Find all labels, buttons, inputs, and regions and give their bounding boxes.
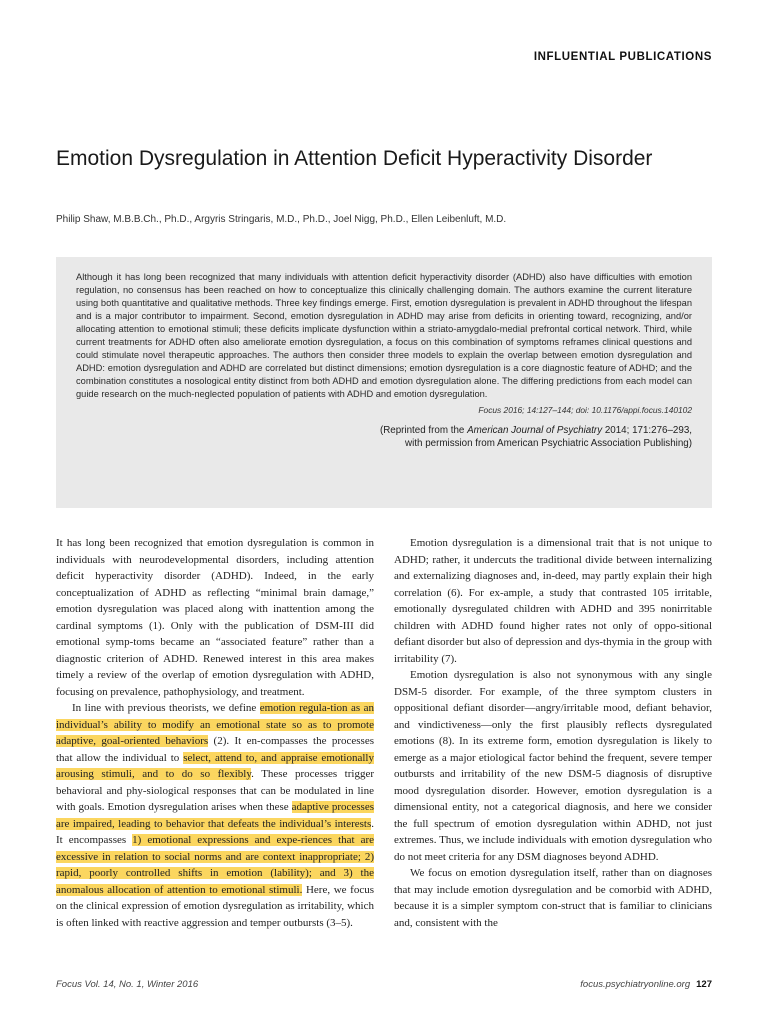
highlighted-text: 1) emotional expressions and expe-riences that are excessive in relation to social norms and are context inappropriate; 2) rapid, poorly controlled shifts in emotion (lability); and 3) the anomalous allocation of attention to emotional stimuli.	[56, 834, 375, 896]
abstract-citation: Focus 2016; 14:127–144; doi: 10.1176/appi.focus.140102	[478, 405, 692, 415]
paragraph-text: Emotion dysregulation is a dimensional trait that is not unique to ADHD; rather, it undercuts the traditional divide between internalizing and externalizing diagnoses and, in-deed, may partly explain their high correlation (6). For ex-ample, a study that contrasted 105 irritable, emotionally dysregulated children with ADHD and 395 nonirritable children with ADHD found higher rates not only of oppo-sitional defiant disorder but also of depression and dys-thymia in the group with irritability (7).	[394, 537, 712, 665]
body-paragraph	[394, 667, 712, 865]
footer-journal-issue: Focus Vol. 14, No. 1, Winter 2016	[56, 979, 199, 990]
highlighted-text: select, attend to, and appraise emotionally arousing stimuli, and to do so flexibly	[56, 751, 374, 780]
highlighted-text: emotion regula-tion as an individual’s ability to modify an emotional state so as to promote adaptive, goal-oriented behaviors	[56, 702, 375, 747]
reprint-notice	[76, 424, 692, 450]
paragraph-text: Emotion dysregulation is also not synonymous with any single DSM-5 disorder. For example, of the three symptom clusters in oppositional defiant disorder—angry/irritable mood, defiant behavior, and vindictiveness—only the first plausibly reflects dysregulated emotions (8). In its extreme form, emotion dysregulation is likely to emerge as a major etiological factor behind the frequent, severe temper outbursts and irritability of the new DSM-5 diagnosis of disruptive mood dysregulation disorder. However, emotion dysregulation is a dimensional entity, not a categorical diagnosis, and here we consider the full spectrum of emotion dysregulation within ADHD, not just extremes. Thus, we include individuals with emotion dysregulation who do not meet criteria for any DSM diagnoses beyond ADHD.	[394, 669, 712, 863]
body-paragraph	[394, 535, 712, 667]
abstract-text: Although it has long been recognized that many individuals with attention deficit hyperactivity disorder (ADHD) also have difficulties with emotion regulation, no consensus has been reached on how to conceptualize this clinically challenging domain. The authors examine the current literature using both quantitative and qualitative methods. Three key findings emerge. First, emotion dysregulation is prevalent in ADHD throughout the lifespan and is a major contributor to impairment. Second, emotion dysregulation in ADHD may arise from deficits in orienting toward, recognizing, and/or allocating attention to emotional stimuli; these deficits implicate dysfunction within a striato-amygdalo-medial prefrontal cortical network. Third, while current treatments for ADHD often also ameliorate emotion dysregulation, a focus on this combination of symptoms reframes clinical questions and could stimulate novel therapeutic approaches. The authors then consider three models to explain the overlap between emotion dysregulation and ADHD: emotion dysregulation and ADHD are correlated but distinct dimensions; emotion dysregulation is a core diagnostic feature of ADHD; and the combination constitutes a nosological entity distinct from both ADHD and emotion dysregulation alone. The differing predictions from each model can guide research on the much-neglected population of patients with ADHD and emotion dysregulation.	[76, 272, 692, 399]
article-title: Emotion Dysregulation in Attention Deficit Hyperactivity Disorder	[56, 147, 653, 170]
running-head: INFLUENTIAL PUBLICATIONS	[533, 51, 712, 63]
body-paragraph	[394, 865, 712, 931]
abstract-box	[56, 257, 712, 508]
reprint-journal: American Journal of Psychiatry	[467, 425, 603, 436]
footer-website: focus.psychiatryonline.org	[580, 979, 691, 990]
body-paragraph	[56, 535, 374, 700]
footer-right	[580, 979, 712, 990]
body-column-left	[56, 535, 374, 931]
paragraph-text: (2). It en-compasses the processes that allow the individual to	[56, 735, 375, 764]
paragraph-text: . These processes trigger behavioral and phy-siological responses that can be modulated in line with goals. Emotion dysregulation arises when these	[56, 768, 374, 813]
paragraph-text: In line with previous theorists, we define	[72, 702, 260, 714]
reprint-prefix: (Reprinted from the	[379, 425, 468, 436]
paragraph-text: . It encompasses	[56, 817, 374, 846]
paragraph-text: We focus on emotion dysregulation itself, rather than on diagnoses that may include emotion dysregulation and be comorbid with ADHD, because it is a simpler symptom con-struct that is familiar to clinicians and, consistent with the	[394, 867, 712, 929]
reprint-line2: with permission from American Psychiatric Association Publishing)	[405, 438, 692, 449]
author-list: Philip Shaw, M.B.B.Ch., Ph.D., Argyris Stringaris, M.D., Ph.D., Joel Nigg, Ph.D., Ellen Leibenluft, M.D.	[56, 214, 507, 225]
paragraph-text: Here, we focus on the clinical expression of emotion dysregulation as irritability, which is often linked with reactive aggression and temper outbursts (3–5).	[56, 883, 374, 929]
paragraph-text: It has long been recognized that emotion dysregulation is common in individuals with neurodevelopmental disorders, including attention deficit hyperactivity disorder (ADHD). Indeed, in the early conceptualization of ADHD as reflecting “minimal brain damage,” emotion dysregulation was placed along with inattention among the cardinal symptoms (1). Only with the publication of DSM-III did emotional symp-toms became an “associated feature” rather than a diagnostic criterion of ADHD. Renewed interest in this area makes timely a review of the overlap of emotion dysregulation with ADHD, focusing on prevalence, pathophysiology, and treatment.	[56, 537, 374, 698]
page-number: 127	[696, 979, 712, 990]
highlighted-text: adaptive processes are impaired, leading to behavior that defeats the individual’s interests	[56, 801, 374, 830]
body-paragraph	[56, 700, 374, 931]
body-column-right	[394, 535, 712, 931]
reprint-suffix: 2014; 171:276–293,	[602, 425, 692, 436]
